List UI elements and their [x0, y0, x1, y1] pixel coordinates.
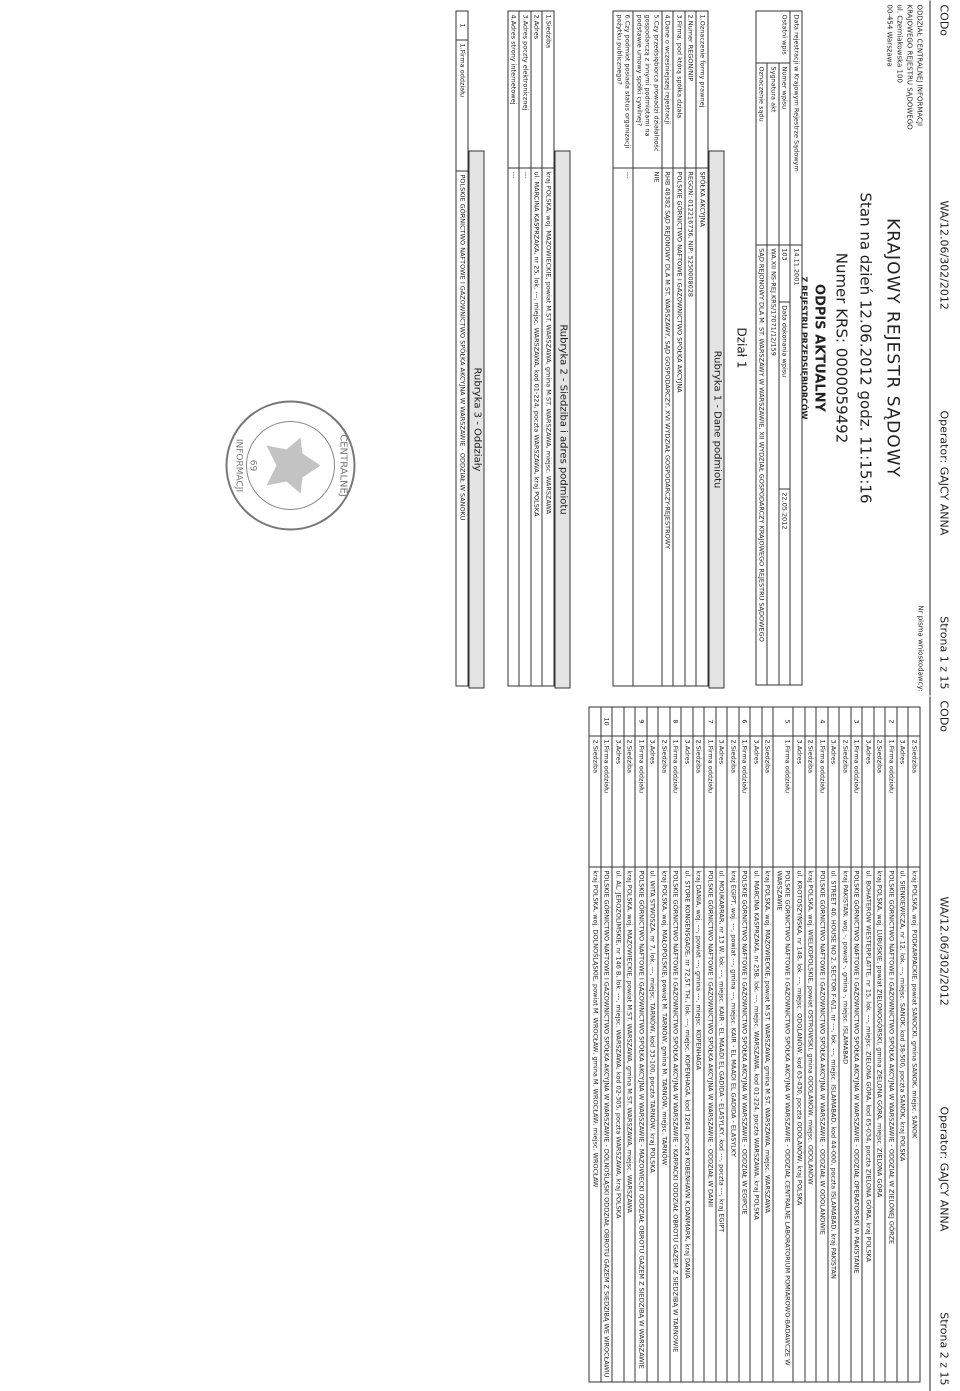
page-2-content — [0, 696, 960, 1391]
table-row — [696, 11, 708, 686]
document-titles — [799, 0, 902, 695]
row-number: 7 — [704, 707, 716, 736]
row-label: 1.Siedziba — [542, 11, 554, 168]
row-value: --- — [508, 168, 520, 686]
row-value: REGON: 012216736, NIP: 5250008028 — [685, 168, 697, 686]
entry-number-label: Numer wpisu — [779, 63, 791, 245]
row-label: 1.Firma oddziału — [773, 736, 793, 867]
header-operator: Operator: GAJCY ANNA — [937, 1106, 950, 1231]
stamp-text: INFORMACJI — [233, 438, 243, 492]
row-number: 5 — [773, 707, 793, 736]
table-row — [519, 11, 531, 686]
table-row — [624, 707, 636, 1382]
table-row — [542, 11, 554, 686]
table-row — [704, 707, 716, 1382]
row-number — [612, 707, 624, 736]
table-row — [647, 707, 659, 1382]
issuer-line: ODDZIAŁ CENTRALNEJ INFORMACJI — [915, 4, 923, 126]
row-value: SPÓŁKA AKCYJNA — [696, 168, 708, 686]
row-value: kraj DANIA, woj. ---, powiat ---, gmina ---, miejsc. KOPENHAGA — [693, 867, 705, 1382]
row-value: --- — [519, 168, 531, 686]
row-label: 1.Firma oddziału — [456, 40, 468, 171]
row-value: POLSKIE GÓRNICTWO NAFTOWE I GAZOWNICTWO SPÓŁKA AKCYJNA W WARSZAWIE - DOLNOŚLĄSKI ODDZIAŁ OBROTU GAZEM Z SIEDZIBĄ WE WROCŁAWIU — [601, 867, 613, 1382]
row-label: 2.Siedziba — [589, 736, 601, 867]
row-number — [647, 707, 659, 736]
row-label: 3.Adres — [647, 736, 659, 867]
row-number — [658, 707, 670, 736]
row-label: 4.Dane o wcześniejszej rejestracji — [662, 11, 674, 168]
table-row — [762, 707, 774, 1382]
row-value: kraj PAKISTAN, woj. -, powiat -, gmina -, miejsc. ISLAMABAD — [839, 867, 851, 1382]
row-number: 4 — [816, 707, 828, 736]
row-label: 1.Firma oddziału — [601, 736, 613, 867]
dzial-heading: Dział 1 — [734, 326, 748, 369]
rubryka-1-table — [613, 10, 709, 686]
row-label: 2.Siedziba — [874, 736, 886, 867]
row-label: 1.Firma oddziału — [885, 736, 897, 867]
row-value: kraj POLSKA, woj. MAZOWIECKIE, powiat M.ST. WARSZAWA, gmina M.ST. WARSZAWA, miejsc. WARSZAWA — [624, 867, 636, 1382]
page-header — [934, 696, 950, 1391]
table-row — [662, 11, 674, 686]
row-label: 3.Adres — [897, 736, 909, 867]
row-number — [805, 707, 817, 736]
row-number — [589, 707, 601, 736]
rubryka-3-table — [456, 10, 469, 686]
row-label: 3.Adres — [862, 736, 874, 867]
last-entry-label: Ostatni wpis — [756, 11, 791, 63]
row-value: NIE — [633, 168, 662, 686]
row-value: ul. WITA STWOSZA, nr 7, lok. ---, miejsc. TARNÓW, kod 33-100, poczta TARNÓW, kraj POLSKA — [647, 867, 659, 1382]
table-row — [773, 707, 793, 1382]
table-row — [613, 11, 633, 686]
row-value: ul. MARCINA KASPRZAKA, nr 25B, lok. ---, miejsc. WARSZAWA, kod 01-224, poczta WARSZAWA, kraj POLSKA — [750, 867, 762, 1382]
row-value: ul. AL. JEROZOLIMSKIE, nr 146 B, lok. ---, miejsc. WARSZAWA, kod 02-305, poczta WARSZAWA, kraj POLSKA — [612, 867, 624, 1382]
row-value: POLSKIE GÓRNICTWO NAFTOWE I GAZOWNICTWO SPÓŁKA AKCYJNA W WARSZAWIE - ODDZIAŁ W SANOKU — [456, 171, 468, 686]
row-label: 1.Firma oddziału — [816, 736, 828, 867]
row-value: POLSKIE GÓRNICTWO NAFTOWE I GAZOWNICTWO SPÓŁKA AKCYJNA W WARSZAWIE - ODDZIAŁ W DANII — [704, 867, 716, 1382]
row-value: POLSKIE GÓRNICTWO NAFTOWE I GAZOWNICTWO SPÓŁKA AKCYJNA W WARSZAWIE - ODDZIAŁ OPERATORSKI W PAKISTANIE — [851, 867, 863, 1382]
reg-date-value: 14.11.2001 — [790, 244, 802, 684]
row-number — [793, 707, 805, 736]
court-label: Oznaczenie sądu — [756, 63, 768, 245]
table-row — [685, 11, 697, 686]
row-number — [762, 707, 774, 736]
row-label: 2.Adres — [531, 11, 543, 168]
header-operator: Operator: GAJCY ANNA — [937, 410, 950, 535]
row-value: POLSKIE GÓRNICTWO NAFTOWE I GAZOWNICTWO SPÓŁKA AKCYJNA — [673, 168, 685, 686]
row-number — [693, 707, 705, 736]
row-label: 3.Adres — [716, 736, 728, 867]
numer-krs: Numer KRS: 0000059492 — [832, 252, 850, 443]
row-value: ul. SIENKIEWICZA, nr 12, lok. ---, miejsc. SANOK, kod 38-500, poczta SANOK, kraj POLSKA — [897, 867, 909, 1382]
table-row — [750, 707, 762, 1382]
row-number — [828, 707, 840, 736]
table-row — [456, 11, 468, 686]
row-value: ul. KROTOSZYŃSKA, nr 148, lok. ---, miejsc. ODOLANÓW, kod 63-430, poczta ODOLANÓW, kraj POLSKA — [793, 867, 805, 1382]
row-value: POLSKIE GÓRNICTWO NAFTOWE I GAZOWNICTWO SPÓŁKA AKCYJNA W WARSZAWIE - ODDZIAŁ CENTRALNE LABORATORIUM POMIAROWO-BADAWCZE W WARSZAWIE — [773, 867, 793, 1382]
row-value: kraj POLSKA, woj. LUBUSKIE, powiat ZIELONOGÓRSKI, gmina ZIELONA GÓRA, miejsc. ZIELONA GÓRA — [874, 867, 886, 1382]
row-number — [908, 707, 920, 736]
table-row — [508, 11, 520, 686]
table-row — [681, 707, 693, 1382]
row-label: 3.Adres — [612, 736, 624, 867]
row-number — [750, 707, 762, 736]
branches-table — [589, 706, 921, 1382]
row-value: kraj POLSKA, woj. PODKARPACKIE, powiat SANOCKI, gmina SANOK, miejsc. SANOK — [908, 867, 920, 1382]
rejestr-label: Z REJESTRU PRZEDSIĘBIORCÓW — [799, 276, 808, 419]
row-label: 2.Siedziba — [839, 736, 851, 867]
table-row — [658, 707, 670, 1382]
stamp-text: 69 — [247, 459, 257, 471]
row-number: 10 — [601, 707, 613, 736]
table-row — [839, 707, 851, 1382]
entry-date-label: Data dokonania wpisu — [779, 301, 791, 488]
row-label: 1.Firma oddziału — [851, 736, 863, 867]
table-row — [716, 707, 728, 1382]
document-page-2 — [0, 696, 960, 1391]
table-row — [885, 707, 897, 1382]
row-label: 3.Adres — [828, 736, 840, 867]
row-number: 1 — [456, 11, 468, 40]
row-number: 3 — [851, 707, 863, 736]
table-row — [851, 707, 863, 1382]
header-ref: WA/12.06/302/2012 — [937, 200, 950, 310]
row-label: 2.Siedziba — [805, 736, 817, 867]
row-label: 1.Firma oddziału — [739, 736, 751, 867]
row-value: POLSKIE GÓRNICTWO NAFTOWE I GAZOWNICTWO SPÓŁKA AKCYJNA W WARSZAWIE - ODDZIAŁ W ZIELONEJ GÓRZE — [885, 867, 897, 1382]
reg-date-label: Data rejestracji w Krajowym Rejestrze Sądowym — [790, 11, 802, 245]
issuer-line: KRAJOWEGO REJESTRU SĄDOWEGO — [905, 4, 913, 130]
registration-table — [755, 10, 802, 685]
row-label: 1.Firma oddziału — [670, 736, 682, 867]
row-value: ul. BOHATERÓW WESTERPLATTE, nr 15, lok. ---, miejsc. ZIELONA GÓRA, kod 65-034, poczta ZIELONA GÓRA, kraj POLSKA — [862, 867, 874, 1382]
row-value: ul. STORE KONGENSGADE, nr 72,ST. TH., lok. ---, miejsc. KOPENHAGA, kod 1264, poczta KOBENHAVN K,DANMARK, kraj DANIA — [681, 867, 693, 1382]
table-row — [828, 707, 840, 1382]
row-label: 4.Adres strony internetowej — [508, 11, 520, 168]
issuer-line: ul. Czerniakowska 100 — [895, 4, 903, 83]
table-row — [612, 707, 624, 1382]
row-number — [681, 707, 693, 736]
header-page: Strona 1 z 15 — [937, 615, 950, 689]
row-label: 3.Adres — [681, 736, 693, 867]
row-label: 3.Adres — [793, 736, 805, 867]
row-label: 6.Czy podmiot posiada status organizacji pożytku publicznego? — [613, 11, 633, 168]
table-row — [727, 707, 739, 1382]
stan-na-dzien: Stan na dzień 12.06.2012 godz. 11:15:16 — [856, 191, 874, 504]
rubryka-3-heading: Rubryka 3 - Oddziały — [468, 150, 484, 688]
row-value: kraj EGIPT, woj. ---, powiat ---, gmina ---, miejsc. KAIR - EL MAADI EL GADIDA - ELASYLKY — [727, 867, 739, 1382]
signature-value: WA.XII NS-REJ.KRS/17071/12/159 — [767, 244, 779, 684]
entry-date-value: 22.05.2012 — [779, 488, 791, 684]
signature-label: Sygnatura akt — [767, 63, 779, 245]
table-row — [670, 707, 682, 1382]
rubryka-1-heading: Rubryka 1 - Dane podmiotu — [708, 150, 724, 688]
row-number: 2 — [885, 707, 897, 736]
row-number — [874, 707, 886, 736]
table-row — [897, 707, 909, 1382]
row-value: POLSKIE GÓRNICTWO NAFTOWE I GAZOWNICTWO SPÓŁKA AKCYJNA W WARSZAWIE - MAZOWIECKI ODDZIAŁ OBROTU GAZEM Z SIEDZIBĄ W WARSZAWIE — [635, 867, 647, 1382]
row-number — [862, 707, 874, 736]
header-rule — [929, 0, 930, 695]
stamp-text: CENTRALNEJ — [337, 433, 348, 497]
row-value: RHB 48382 SĄD REJONOWY DLA M.ST. WARSZAWY, SĄD GOSPODARCZY, XVI WYDZIAŁ GOSPODARCZY-REJESTROWY — [662, 168, 674, 686]
row-label: 1.Firma oddziału — [704, 736, 716, 867]
row-number — [716, 707, 728, 736]
row-value: POLSKIE GÓRNICTWO NAFTOWE I GAZOWNICTWO SPÓŁKA AKCYJNA W WARSZAWIE - ODDZIAŁ W EGIPCIE — [739, 867, 751, 1382]
row-value: kraj POLSKA, woj. MAZOWIECKIE, powiat M.ST. WARSZAWA, gmina M.ST. WARSZAWA, miejsc. WARSZAWA — [762, 867, 774, 1382]
table-row — [793, 707, 805, 1382]
table-row — [601, 707, 613, 1382]
row-label: 2.Siedziba — [727, 736, 739, 867]
nr-pisma-label: Nr pisma wnioskodawcy: — [916, 604, 924, 691]
table-row — [693, 707, 705, 1382]
rubryka-2-heading: Rubryka 2 - Siedziba i adres podmiotu — [554, 150, 570, 688]
header-ref: WA/12.06/302/2012 — [937, 896, 950, 1006]
row-label: 5.Czy przedsiębiorca prowadzi działalność gospodarczą z innymi podmiotami na podstawie umowy spółki cywilnej? — [633, 11, 662, 168]
row-value: ul. MARCINA KASPRZAKA, nr 25, lok. ---, miejsc. WARSZAWA, kod 01-224, poczta WARSZAWA, kraj POLSKA — [531, 168, 543, 686]
rubryka-2-table — [507, 10, 554, 686]
table-row — [589, 707, 601, 1382]
document-page-1 — [0, 0, 960, 695]
row-label: 3.Adres — [750, 736, 762, 867]
official-seal-stamp — [220, 395, 360, 535]
row-label: 2.Siedziba — [693, 736, 705, 867]
row-value: kraj POLSKA, woj. DOLNOŚLĄSKIE, powiat M. WROCŁAW, gmina M. WROCŁAW, miejsc. WROCŁAW — [589, 867, 601, 1382]
table-row — [673, 11, 685, 686]
issuer-line: 00-454 Warszawa — [885, 4, 893, 67]
header-page: Strona 2 z 15 — [937, 1311, 950, 1385]
row-value: POLSKIE GÓRNICTWO NAFTOWE I GAZOWNICTWO SPÓŁKA AKCYJNA W WARSZAWIE - ODDZIAŁ W ODOLANOWIE — [816, 867, 828, 1382]
row-label: 2.Numer REGON/NIP — [685, 11, 697, 168]
row-label: 2.Siedziba — [908, 736, 920, 867]
entry-number-value: 103 — [779, 244, 791, 301]
row-number: 9 — [635, 707, 647, 736]
court-value: SĄD REJONOWY DLA M. ST. WARSZAWY W WARSZAWIE, XII WYDZIAŁ GOSPODARCZY KRAJOWEGO REJESTRU SĄDOWEGO — [756, 244, 768, 684]
row-label: 2.Siedziba — [762, 736, 774, 867]
row-value: kraj POLSKA, woj. MAŁOPOLSKIE, powiat M. TARNÓW, gmina M. TARNÓW, miejsc. TARNÓW — [658, 867, 670, 1382]
header-code: CODo — [937, 700, 950, 732]
header-code: CODo — [937, 4, 950, 36]
row-label: 3.Adres poczty elektronicznej — [519, 11, 531, 168]
row-number — [839, 707, 851, 736]
table-row — [908, 707, 920, 1382]
row-number — [897, 707, 909, 736]
row-label: 2.Siedziba — [658, 736, 670, 867]
row-value: --- — [613, 168, 633, 686]
row-label: 3.Firma, pod którą spółka działa — [673, 11, 685, 168]
row-number — [727, 707, 739, 736]
table-row — [739, 707, 751, 1382]
row-number: 8 — [670, 707, 682, 736]
table-row — [816, 707, 828, 1382]
table-row — [633, 11, 662, 686]
table-row — [531, 11, 543, 686]
row-value: ul. MOUKARRAR, nr 13 W, lok. ---, miejsc. KAIR - EL MAADI EL GADIDA - ELASYLKY, kod ---, poczta ---, kraj EGIPT — [716, 867, 728, 1382]
table-row — [805, 707, 817, 1382]
row-value: ul. STREET 40, HOUSE NO 2, SECTOR F-6/1, nr ---, lok. ---, miejsc. ISLAMABAD, kod 44-000, poczta ISLAMABAD, kraj PAKISTAN — [828, 867, 840, 1382]
row-label: 2.Siedziba — [624, 736, 636, 867]
page-header — [934, 0, 950, 695]
table-row — [874, 707, 886, 1382]
row-value: kraj POLSKA, woj. WIELKOPOLSKIE, powiat OSTROWSKI, gmina ODOLANÓW, miejsc. ODOLANÓW — [805, 867, 817, 1382]
row-value: POLSKIE GÓRNICTWO NAFTOWE I GAZOWNICTWO SPÓŁKA AKCYJNA W WARSZAWIE - KARPACKI ODDZIAŁ OBROTU GAZEM Z SIEDZIBĄ W TARNOWIE — [670, 867, 682, 1382]
row-value: kraj POLSKA, woj. MAZOWIECKIE, powiat M.ST. WARSZAWA, gmina M.ST. WARSZAWA, miejsc. WARSZAWA — [542, 168, 554, 686]
table-row — [635, 707, 647, 1382]
row-label: 1.Oznaczenie formy prawnej — [696, 11, 708, 168]
table-row — [862, 707, 874, 1382]
register-title: KRAJOWY REJESTR SĄDOWY — [882, 217, 902, 478]
row-number — [624, 707, 636, 736]
page-1-content — [0, 0, 960, 695]
row-number: 6 — [739, 707, 751, 736]
odpis-label: ODPIS AKTUALNY — [811, 283, 826, 412]
row-label: 1.Firma oddziału — [635, 736, 647, 867]
header-rule — [929, 696, 930, 1391]
